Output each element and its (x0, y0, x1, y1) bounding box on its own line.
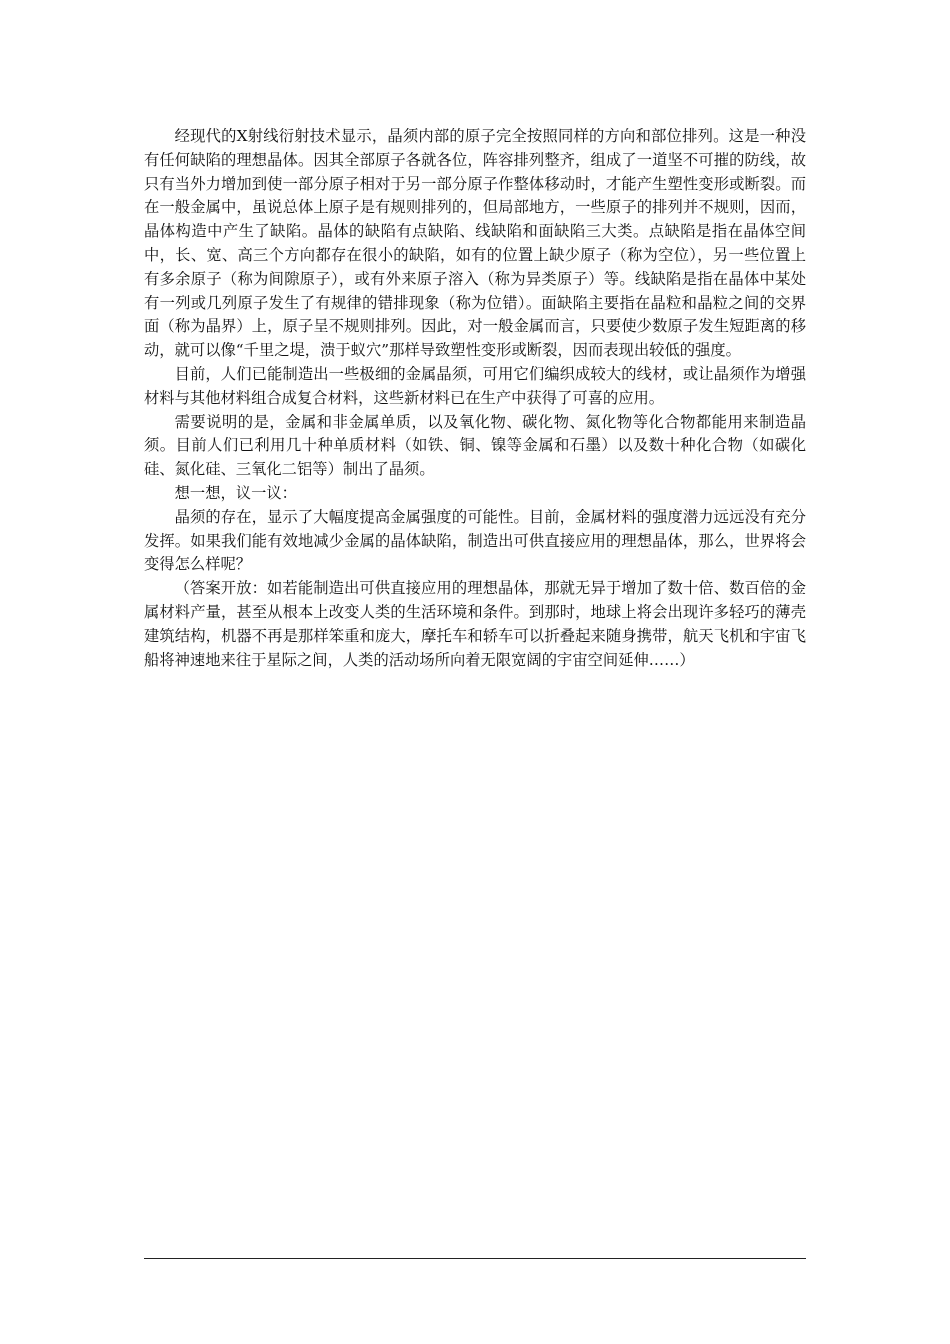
discussion-heading: 想一想，议一议： (174, 483, 297, 502)
paragraph-discussion-question: 晶须的存在，显示了大幅度提高金属强度的可能性。目前，金属材料的强度潜力远远没有充分发挥。如果我们能有效地减少金属的晶体缺陷，制造出可供直接应用的理想晶体，那么，世界将会变得怎么样呢？ (144, 507, 806, 574)
footer-divider (144, 1258, 806, 1259)
paragraph-open-answer: （答案开放：如若能制造出可供直接应用的理想晶体，那就无异于增加了数十倍、数百倍的金属材料产量，甚至从根本上改变人类的生活环境和条件。到那时，地球上将会出现许多轻巧的薄壳建筑结构，机器不再是那样笨重和庞大，摩托车和轿车可以折叠起来随身携带，航天飞机和宇宙飞船将神速地来往于星际之间，人类的活动场所向着无限宽阔的宇宙空间延伸……） (144, 579, 806, 669)
paragraph-whisker-materials: 需要说明的是，金属和非金属单质，以及氧化物、碳化物、氮化物等化合物都能用来制造晶须。目前人们已利用几十种单质材料（如铁、铜、镍等金属和石墨）以及数十种化合物（如碳化硅、氮化硅、三氧化二铝等）制出了晶须。 (144, 412, 806, 479)
paragraph-crystal-defects: 经现代的X射线衍射技术显示，晶须内部的原子完全按照同样的方向和部位排列。这是一种没有任何缺陷的理想晶体。因其全部原子各就各位，阵容排列整齐，组成了一道坚不可摧的防线，故只有当外力增加到使一部分原子相对于另一部分原子作整体移动时，才能产生塑性变形或断裂。而在一般金属中，虽说总体上原子是有规则排列的，但局部地方，一些原子的排列并不规则，因而，晶体构造中产生了缺陷。晶体的缺陷有点缺陷、线缺陷和面缺陷三大类。点缺陷是指在晶体空间中，长、宽、高三个方向都存在很小的缺陷，如有的位置上缺少原子（称为空位），另一些位置上有多余原子（称为间隙原子），或有外来原子溶入（称为异类原子）等。线缺陷是指在晶体中某处有一列或几列原子发生了有规律的错排现象（称为位错）。面缺陷主要指在晶粒和晶粒之间的交界面（称为晶界）上，原子呈不规则排列。因此，对一般金属而言，只要使少数原子发生短距离的移动，就可以像“千里之堤，溃于蚁穴”那样导致塑性变形或断裂，因而表现出较低的强度。 (144, 127, 806, 360)
paragraph-whisker-applications: 目前，人们已能制造出一些极细的金属晶须，可用它们编织成较大的线材，或让晶须作为增强材料与其他材料组合成复合材料，这些新材料已在生产中获得了可喜的应用。 (144, 364, 806, 407)
body-text (144, 125, 806, 672)
